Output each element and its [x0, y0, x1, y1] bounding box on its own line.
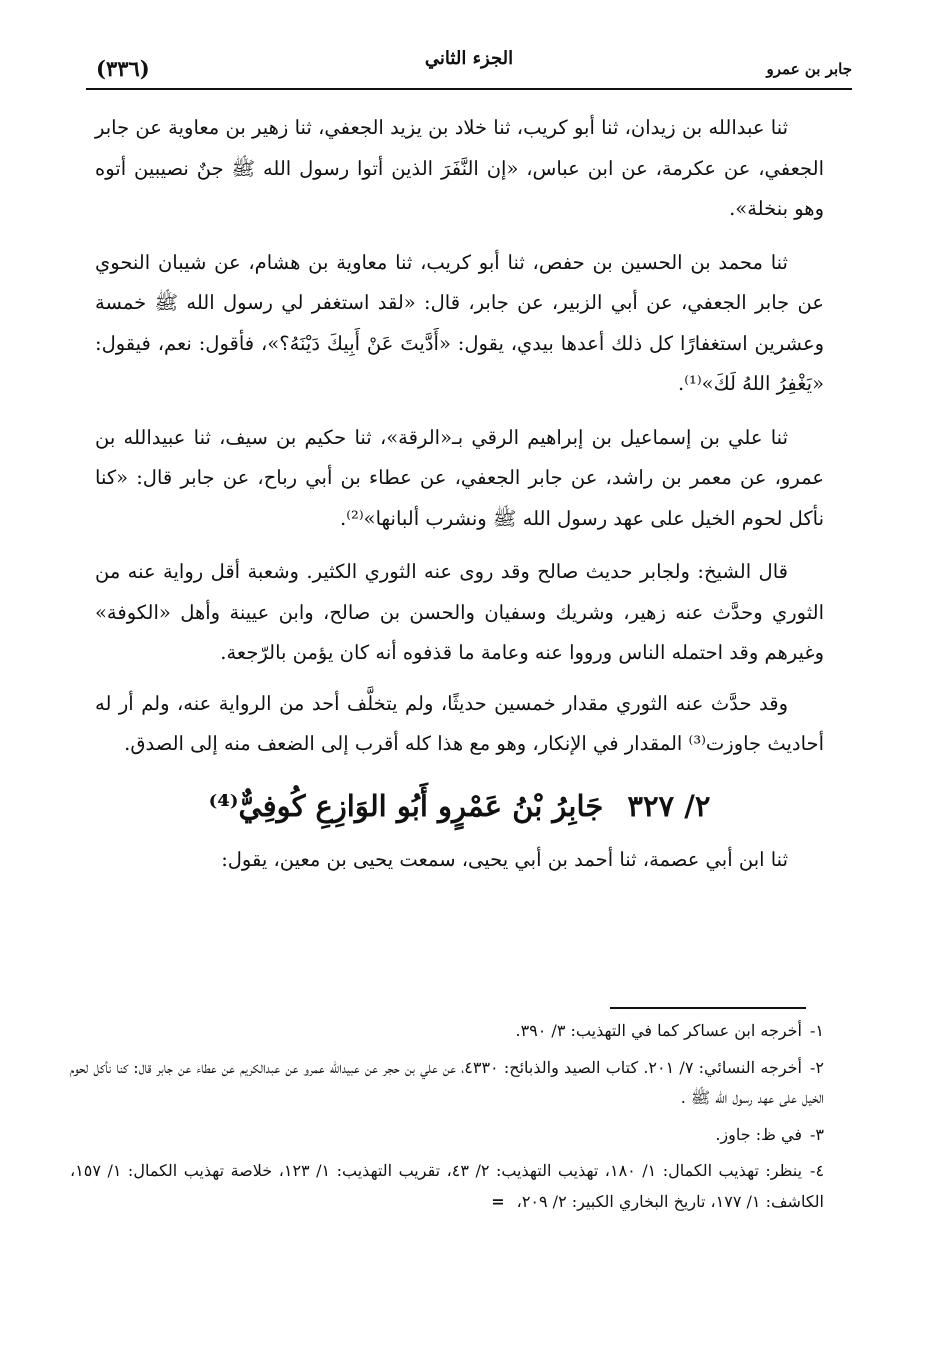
hadith-paragraph: ثنا ابن أبي عصمة، ثنا أحمد بن أبي يحيى، سمعت يحيى بن معين، يقول: [221, 847, 788, 871]
hadith-paragraph: ثنا عبدالله بن زيدان، ثنا أبو كريب، ثنا خلاد بن يزيد الجعفي، ثنا زهير بن معاوية عن جابر الجعفي، عن عكرمة، عن ابن عباس، «إن النَّفَرَ الذين أتوا رسول الله ﷺ جنٌ نصيبين أتوه وهو بنخلة». [95, 116, 824, 220]
footnote-text: أخرجه ابن عساكر كما في التهذيب: ٣/ ٣٩٠. [515, 1021, 802, 1040]
footnote [70, 1120, 824, 1151]
footnote-number: ١- [810, 1021, 824, 1040]
footnote [70, 1016, 824, 1047]
volume-title: الجزء الثاني [424, 48, 514, 69]
footnote-number: ٣- [810, 1124, 824, 1144]
commentary-paragraph: وقد حدَّث عنه الثوري مقدار خمسين حديثًا، ولم يتخلَّف أحد من الرواية عنه، ولم أر له أحاديث جاوزت⁽³⁾ المقدار في الإنكار، وهو مع هذا كله أقرب إلى الضعف منه إلى الصدق. [95, 691, 824, 755]
footnote-text: في ظ: جاوز. [715, 1124, 802, 1144]
footnote-number: ٢- [809, 1057, 824, 1077]
footnote-text: ينظر: تهذيب الكمال: ١/ ١٨٠، تهذيب التهذيب: ٢/ ٤٣، تقريب التهذيب: ١/ ١٢٣، خلاصة تهذيب الكمال: ١/ ١٥٧، الكاشف: ١/ ١٧٧، تاريخ البخاري الكبير: ٢/ ٢٠٩، [70, 1161, 824, 1211]
page-header [86, 46, 852, 88]
footnote-text: أخرجه النسائي: ٧/ ٢٠١. كتاب الصيد والذبائح: ٤٣٣٠، عن علي بن حجر عن عبيدالله عمرو عن عبدالكريم عن عطاء عن جابر قال: كنا نأكل لحوم الخيل على عهد رسول الله ﷺ . [70, 1057, 824, 1107]
chapter-heading [95, 778, 824, 834]
hadith-paragraph: ثنا علي بن إسماعيل بن إبراهيم الرقي بـ«الرقة»، ثنا حكيم بن سيف، ثنا عبيدالله بن عمرو، عن معمر بن راشد، عن جابر الجعفي، عن عطاء بن أبي رباح، عن جابر قال: «كنا نأكل لحوم الخيل على عهد رسول الله ﷺ ونشرب ألبانها»⁽²⁾. [95, 425, 824, 530]
header-rule [86, 88, 852, 90]
footnote [70, 1156, 824, 1217]
footnotes [70, 1016, 824, 1223]
chapter-number: ٢/ ٣٢٧ [627, 788, 711, 823]
continuation-mark: = [491, 1191, 505, 1211]
hadith-paragraph: ثنا محمد بن الحسين بن حفص، ثنا أبو كريب، ثنا معاوية بن هشام، عن شيبان النحوي عن جابر الجعفي، عن أبي الزبير، عن جابر، قال: «لقد استغفر لي رسول الله ﷺ خمسة وعشرين استغفارًا كل ذلك أعدها بيدي، يقول: «أَدَّيتَ عَنْ أَبِيكَ دَيْنَهُ؟»، فأقول: نعم، فيقول: «يَغْفِرُ اللهُ لَكَ»⁽¹⁾. [95, 250, 824, 395]
footnote-rule [610, 1007, 806, 1009]
page-number: (٣٣٦) [96, 56, 150, 81]
chapter-title: جَابِرُ بْنُ عَمْرٍو أَبُو الوَازِعِ كُوفِيٌّ⁽⁴⁾ [208, 788, 604, 823]
running-title: جابر بن عمرو [766, 60, 852, 78]
main-text [95, 108, 824, 893]
commentary-paragraph: قال الشيخ: ولجابر حديث صالح وقد روى عنه الثوري الكثير. وشعبة أقل رواية عنه من الثوري وحدَّث عنه زهير، وشريك وسفيان والحسن بن صالح، وابن عيينة وأهل «الكوفة» وغيرهم وقد احتمله الناس ورووا عنه وعامة ما قذفوه أنه كان يؤمن بالرّجعة. [95, 560, 824, 664]
footnote [70, 1053, 824, 1114]
footnote-number: ٤- [810, 1161, 825, 1180]
